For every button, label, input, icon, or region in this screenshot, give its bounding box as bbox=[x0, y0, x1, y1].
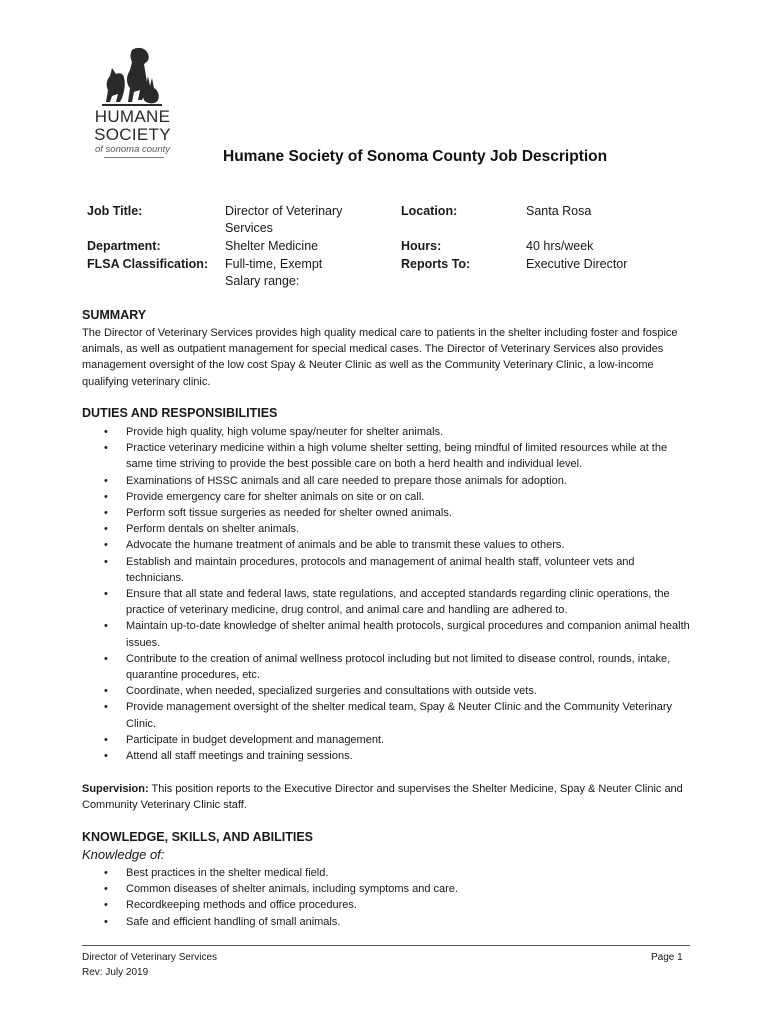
duties-list bbox=[82, 424, 692, 764]
list-item: • Recordkeeping methods and office procedures. bbox=[82, 897, 692, 913]
summary-heading: SUMMARY bbox=[82, 308, 147, 322]
document-title: Humane Society of Sonoma County Job Description bbox=[223, 148, 608, 165]
department-label: Department: bbox=[87, 239, 161, 253]
department-value: Shelter Medicine bbox=[225, 239, 319, 253]
list-item: • Maintain up-to-date knowledge of shelter animal health protocols, surgical procedures and companion animal health issues. bbox=[82, 618, 692, 650]
summary-text: The Director of Veterinary Services provides high quality medical care to patients in the shelter including foster and fospice animals, as well as outpatient management for special medical cases. The Director of Veterinary Services also provides management oversight of the low cost Spay & Neuter Clinic as well as the Community Veterinary Clinic, a low-income qualifying veterinary clinic. bbox=[82, 327, 678, 388]
list-item: • Perform soft tissue surgeries as needed for shelter owned animals. bbox=[82, 505, 692, 521]
logo-text-humane: HUMANE bbox=[94, 107, 171, 126]
list-item: • Perform dentals on shelter animals. bbox=[82, 521, 692, 537]
knowledge-list bbox=[82, 865, 692, 930]
list-item: • Provide high quality, high volume spay/neuter for shelter animals. bbox=[82, 424, 692, 440]
supervision-label: Supervision: bbox=[82, 783, 149, 795]
logo-subtitle: of sonoma county bbox=[95, 144, 170, 155]
footer-page-number: Page 1 bbox=[651, 952, 683, 963]
location-label: Location: bbox=[401, 204, 458, 218]
duties-heading: DUTIES AND RESPONSIBILITIES bbox=[82, 406, 278, 420]
job-title-value-line2: Services bbox=[225, 221, 273, 235]
ksa-heading: KNOWLEDGE, SKILLS, AND ABILITIES bbox=[82, 830, 314, 844]
list-item: • Common diseases of shelter animals, including symptoms and care. bbox=[82, 881, 692, 897]
list-item: • Examinations of HSSC animals and all care needed to prepare those animals for adoption. bbox=[82, 473, 692, 489]
list-item: • Attend all staff meetings and training sessions. bbox=[82, 748, 692, 764]
hssc-logo bbox=[80, 46, 185, 161]
list-item: • Coordinate, when needed, specialized surgeries and consultations with outside vets. bbox=[82, 683, 692, 699]
list-item: • Establish and maintain procedures, protocols and management of animal health staff, volunteer vets and technicians. bbox=[82, 554, 692, 586]
knowledge-of-subheading: Knowledge of: bbox=[82, 847, 165, 862]
list-item: • Best practices in the shelter medical field. bbox=[82, 865, 692, 881]
flsa-label: FLSA Classification: bbox=[87, 257, 209, 271]
logo-underline bbox=[104, 157, 164, 158]
list-item: • Provide management oversight of the shelter medical team, Spay & Neuter Clinic and the Community Veterinary Clinic. bbox=[82, 699, 692, 731]
reports-to-label: Reports To: bbox=[401, 257, 471, 271]
list-item: • Ensure that all state and federal laws, state regulations, and accepted standards regarding clinic operations, the practice of veterinary medicine, drug control, and animal care and handling are adhered to. bbox=[82, 586, 692, 618]
hours-label: Hours: bbox=[401, 239, 442, 253]
dog-cat-rabbit-icon bbox=[102, 46, 162, 108]
list-item: • Practice veterinary medicine within a high volume shelter setting, being mindful of limited resources while at the same time striving to provide the best possible care on both a herd health and individual level. bbox=[82, 440, 692, 472]
job-title-label: Job Title: bbox=[87, 204, 143, 218]
list-item: • Provide emergency care for shelter animals on site or on call. bbox=[82, 489, 692, 505]
list-item: • Contribute to the creation of animal wellness protocol including but not limited to disease control, rounds, intake, quarantine procedures, etc. bbox=[82, 651, 692, 683]
list-item: • Advocate the humane treatment of animals and be able to transmit these values to others. bbox=[82, 537, 692, 553]
footer-revision: Rev: July 2019 bbox=[82, 967, 149, 978]
supervision-paragraph bbox=[82, 781, 694, 813]
supervision-text: This position reports to the Executive Director and supervises the Shelter Medicine, Spay & Neuter Clinic and Community Veterinary Clinic staff. bbox=[82, 783, 683, 812]
hours-value: 40 hrs/week bbox=[526, 239, 594, 253]
list-item: • Participate in budget development and management. bbox=[82, 732, 692, 748]
footer-divider bbox=[82, 945, 690, 946]
location-value: Santa Rosa bbox=[526, 204, 592, 218]
flsa-value: Full-time, Exempt bbox=[225, 257, 323, 271]
reports-to-value: Executive Director bbox=[526, 257, 628, 271]
salary-range-label: Salary range: bbox=[225, 274, 300, 288]
job-title-value-line1: Director of Veterinary bbox=[225, 204, 343, 218]
footer-doc-name: Director of Veterinary Services bbox=[82, 952, 218, 963]
logo-text-society: SOCIETY bbox=[94, 125, 171, 144]
list-item: • Safe and efficient handling of small animals. bbox=[82, 914, 692, 930]
